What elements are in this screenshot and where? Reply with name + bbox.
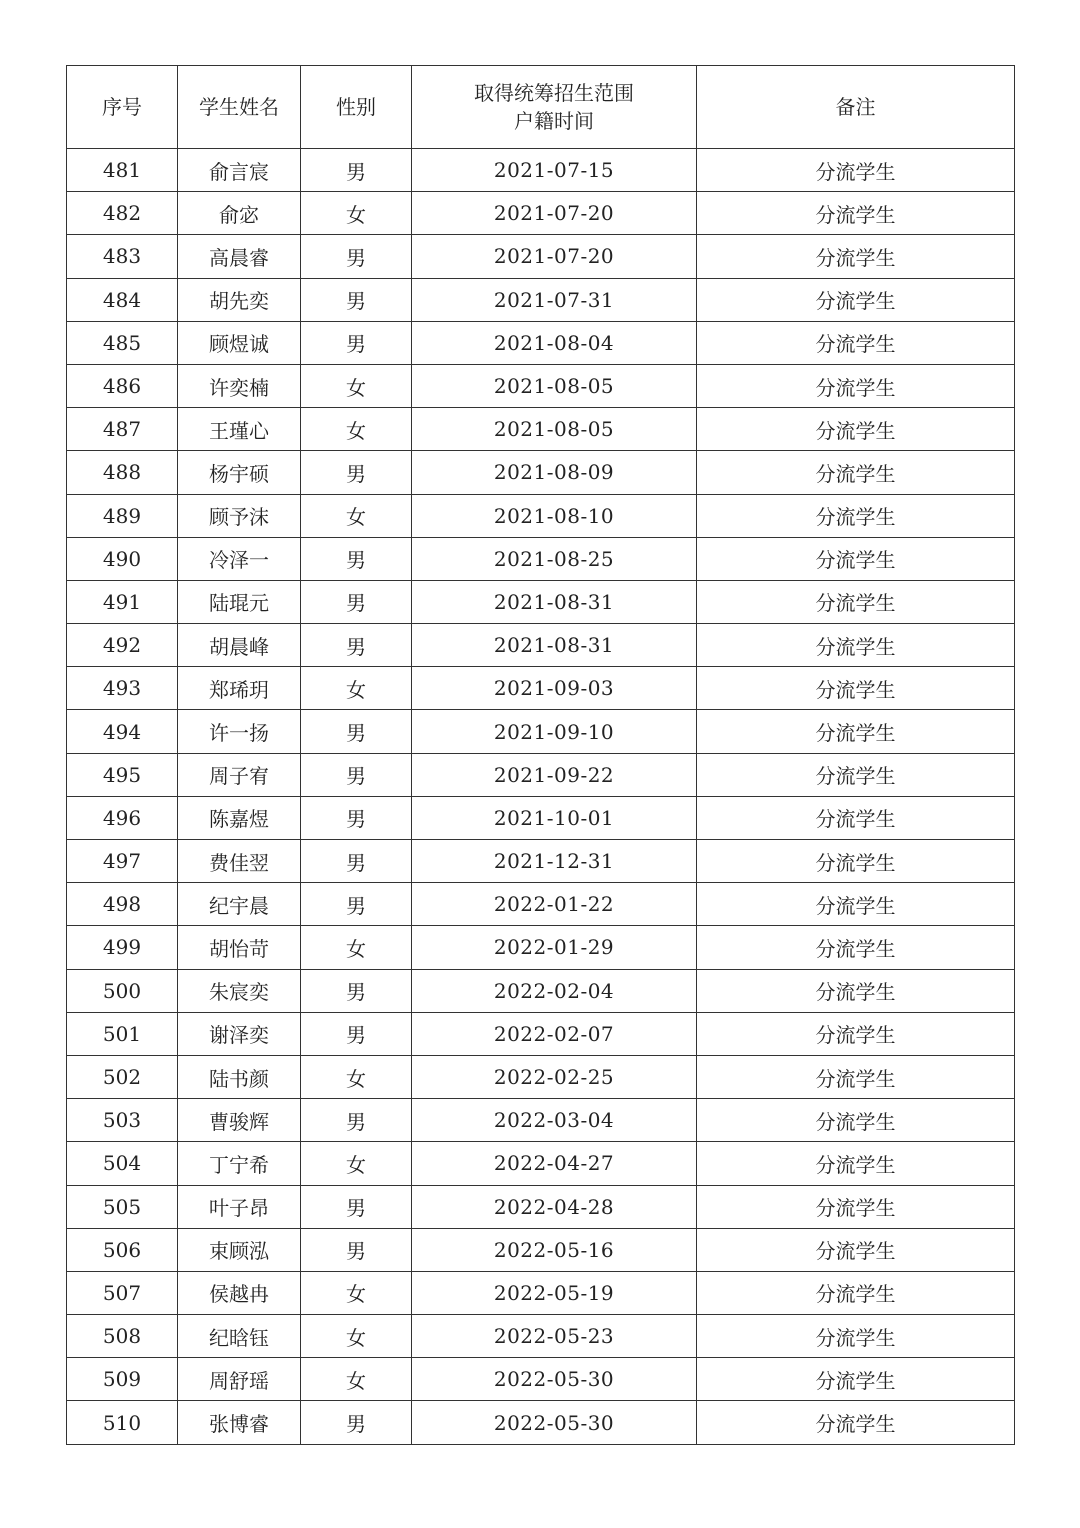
- cell-gender: 女: [301, 408, 412, 451]
- cell-seq: 483: [67, 235, 178, 278]
- header-date-line2: 户籍时间: [514, 109, 594, 133]
- cell-note: 分流学生: [697, 969, 1015, 1012]
- table-row: [67, 192, 1015, 235]
- cell-note: 分流学生: [697, 494, 1015, 537]
- cell-seq: 505: [67, 1185, 178, 1228]
- cell-gender: 男: [301, 537, 412, 580]
- cell-note: 分流学生: [697, 1055, 1015, 1098]
- cell-name: 顾煜诚: [178, 321, 301, 364]
- cell-name: 朱宸奕: [178, 969, 301, 1012]
- cell-seq: 502: [67, 1055, 178, 1098]
- table-row: [67, 235, 1015, 278]
- cell-date: 2022-05-19: [412, 1271, 697, 1314]
- cell-note: 分流学生: [697, 710, 1015, 753]
- cell-date: 2022-05-23: [412, 1315, 697, 1358]
- table-row: [67, 667, 1015, 710]
- cell-name: 丁宁希: [178, 1142, 301, 1185]
- table-row: [67, 1142, 1015, 1185]
- cell-seq: 491: [67, 580, 178, 623]
- table-row: [67, 494, 1015, 537]
- cell-gender: 男: [301, 149, 412, 192]
- cell-seq: 482: [67, 192, 178, 235]
- cell-date: 2021-09-03: [412, 667, 697, 710]
- cell-date: 2021-08-09: [412, 451, 697, 494]
- cell-name: 陈嘉煜: [178, 796, 301, 839]
- cell-note: 分流学生: [697, 667, 1015, 710]
- cell-gender: 男: [301, 710, 412, 753]
- cell-gender: 女: [301, 1358, 412, 1401]
- cell-name: 侯越冉: [178, 1271, 301, 1314]
- table-row: [67, 451, 1015, 494]
- table-row: [67, 278, 1015, 321]
- cell-gender: 男: [301, 840, 412, 883]
- header-gender: 性别: [301, 66, 412, 149]
- table-row: [67, 364, 1015, 407]
- cell-seq: 488: [67, 451, 178, 494]
- table-row: [67, 1228, 1015, 1271]
- cell-seq: 501: [67, 1012, 178, 1055]
- cell-date: 2022-01-29: [412, 926, 697, 969]
- cell-date: 2021-07-20: [412, 235, 697, 278]
- cell-date: 2021-08-04: [412, 321, 697, 364]
- cell-gender: 女: [301, 1055, 412, 1098]
- table-row: [67, 1185, 1015, 1228]
- cell-name: 张博睿: [178, 1401, 301, 1444]
- cell-note: 分流学生: [697, 192, 1015, 235]
- cell-seq: 492: [67, 624, 178, 667]
- cell-note: 分流学生: [697, 926, 1015, 969]
- cell-gender: 女: [301, 926, 412, 969]
- cell-note: 分流学生: [697, 1012, 1015, 1055]
- cell-date: 2021-07-20: [412, 192, 697, 235]
- cell-note: 分流学生: [697, 1142, 1015, 1185]
- cell-date: 2021-08-05: [412, 364, 697, 407]
- cell-name: 郑琋玥: [178, 667, 301, 710]
- cell-name: 周舒瑶: [178, 1358, 301, 1401]
- table-row: [67, 1401, 1015, 1444]
- cell-name: 杨宇硕: [178, 451, 301, 494]
- cell-name: 高晨睿: [178, 235, 301, 278]
- cell-seq: 500: [67, 969, 178, 1012]
- cell-name: 顾予沫: [178, 494, 301, 537]
- cell-name: 陆琨元: [178, 580, 301, 623]
- cell-name: 纪晗钰: [178, 1315, 301, 1358]
- cell-date: 2022-02-25: [412, 1055, 697, 1098]
- cell-gender: 男: [301, 235, 412, 278]
- header-date-line1: 取得统筹招生范围: [474, 81, 634, 105]
- table-row: [67, 1358, 1015, 1401]
- table-row: [67, 624, 1015, 667]
- cell-name: 许一扬: [178, 710, 301, 753]
- cell-name: 胡先奕: [178, 278, 301, 321]
- cell-gender: 男: [301, 796, 412, 839]
- cell-seq: 509: [67, 1358, 178, 1401]
- cell-note: 分流学生: [697, 1358, 1015, 1401]
- header-seq: 序号: [67, 66, 178, 149]
- table-row: [67, 1055, 1015, 1098]
- header-note: 备注: [697, 66, 1015, 149]
- cell-gender: 女: [301, 192, 412, 235]
- cell-seq: 481: [67, 149, 178, 192]
- cell-seq: 485: [67, 321, 178, 364]
- cell-gender: 男: [301, 1185, 412, 1228]
- table-row: [67, 753, 1015, 796]
- cell-date: 2021-08-31: [412, 624, 697, 667]
- cell-note: 分流学生: [697, 1401, 1015, 1444]
- cell-gender: 男: [301, 1228, 412, 1271]
- cell-name: 俞言宸: [178, 149, 301, 192]
- cell-name: 胡怡苛: [178, 926, 301, 969]
- cell-name: 胡晨峰: [178, 624, 301, 667]
- cell-name: 束顾泓: [178, 1228, 301, 1271]
- cell-name: 周子宥: [178, 753, 301, 796]
- cell-note: 分流学生: [697, 235, 1015, 278]
- cell-date: 2022-05-16: [412, 1228, 697, 1271]
- cell-date: 2021-09-10: [412, 710, 697, 753]
- cell-gender: 女: [301, 494, 412, 537]
- cell-seq: 499: [67, 926, 178, 969]
- cell-date: 2021-10-01: [412, 796, 697, 839]
- cell-date: 2021-07-15: [412, 149, 697, 192]
- cell-seq: 486: [67, 364, 178, 407]
- cell-seq: 484: [67, 278, 178, 321]
- header-date: [412, 66, 697, 149]
- cell-name: 纪宇晨: [178, 883, 301, 926]
- cell-seq: 510: [67, 1401, 178, 1444]
- cell-note: 分流学生: [697, 149, 1015, 192]
- cell-date: 2022-04-27: [412, 1142, 697, 1185]
- cell-note: 分流学生: [697, 537, 1015, 580]
- header-name: 学生姓名: [178, 66, 301, 149]
- cell-seq: 508: [67, 1315, 178, 1358]
- cell-name: 谢泽奕: [178, 1012, 301, 1055]
- cell-gender: 男: [301, 753, 412, 796]
- cell-seq: 506: [67, 1228, 178, 1271]
- cell-note: 分流学生: [697, 580, 1015, 623]
- cell-seq: 504: [67, 1142, 178, 1185]
- table-row: [67, 1271, 1015, 1314]
- cell-seq: 497: [67, 840, 178, 883]
- cell-gender: 男: [301, 321, 412, 364]
- cell-seq: 503: [67, 1099, 178, 1142]
- cell-gender: 男: [301, 1099, 412, 1142]
- cell-seq: 507: [67, 1271, 178, 1314]
- cell-gender: 男: [301, 1401, 412, 1444]
- cell-gender: 男: [301, 451, 412, 494]
- cell-seq: 496: [67, 796, 178, 839]
- header-row: [67, 66, 1015, 149]
- cell-date: 2021-08-05: [412, 408, 697, 451]
- cell-date: 2021-08-10: [412, 494, 697, 537]
- cell-note: 分流学生: [697, 796, 1015, 839]
- table-row: [67, 321, 1015, 364]
- cell-date: 2021-08-31: [412, 580, 697, 623]
- cell-gender: 男: [301, 1012, 412, 1055]
- cell-date: 2022-05-30: [412, 1401, 697, 1444]
- table-row: [67, 926, 1015, 969]
- cell-date: 2022-02-04: [412, 969, 697, 1012]
- cell-gender: 女: [301, 667, 412, 710]
- cell-name: 费佳翌: [178, 840, 301, 883]
- table-row: [67, 149, 1015, 192]
- cell-note: 分流学生: [697, 321, 1015, 364]
- cell-date: 2021-07-31: [412, 278, 697, 321]
- cell-note: 分流学生: [697, 364, 1015, 407]
- cell-date: 2022-02-07: [412, 1012, 697, 1055]
- cell-gender: 女: [301, 1315, 412, 1358]
- cell-name: 许奕楠: [178, 364, 301, 407]
- cell-name: 叶子昂: [178, 1185, 301, 1228]
- cell-seq: 494: [67, 710, 178, 753]
- table-row: [67, 969, 1015, 1012]
- table-row: [67, 883, 1015, 926]
- table-row: [67, 408, 1015, 451]
- table-row: [67, 1315, 1015, 1358]
- cell-note: 分流学生: [697, 624, 1015, 667]
- cell-note: 分流学生: [697, 408, 1015, 451]
- cell-gender: 男: [301, 580, 412, 623]
- cell-gender: 男: [301, 624, 412, 667]
- cell-seq: 487: [67, 408, 178, 451]
- table-row: [67, 710, 1015, 753]
- cell-date: 2021-09-22: [412, 753, 697, 796]
- cell-seq: 495: [67, 753, 178, 796]
- table-body: [67, 149, 1015, 1445]
- cell-note: 分流学生: [697, 1315, 1015, 1358]
- table-row: [67, 580, 1015, 623]
- cell-note: 分流学生: [697, 840, 1015, 883]
- cell-note: 分流学生: [697, 451, 1015, 494]
- table-row: [67, 796, 1015, 839]
- table-row: [67, 1012, 1015, 1055]
- table-row: [67, 840, 1015, 883]
- cell-gender: 女: [301, 1142, 412, 1185]
- cell-gender: 女: [301, 364, 412, 407]
- cell-note: 分流学生: [697, 1099, 1015, 1142]
- table-row: [67, 1099, 1015, 1142]
- table-header: [67, 66, 1015, 149]
- cell-name: 王瑾心: [178, 408, 301, 451]
- cell-name: 冷泽一: [178, 537, 301, 580]
- cell-note: 分流学生: [697, 1185, 1015, 1228]
- cell-date: 2022-03-04: [412, 1099, 697, 1142]
- cell-name: 俞宓: [178, 192, 301, 235]
- cell-date: 2022-01-22: [412, 883, 697, 926]
- cell-date: 2021-08-25: [412, 537, 697, 580]
- cell-note: 分流学生: [697, 278, 1015, 321]
- cell-note: 分流学生: [697, 1271, 1015, 1314]
- cell-seq: 489: [67, 494, 178, 537]
- cell-gender: 男: [301, 278, 412, 321]
- cell-seq: 490: [67, 537, 178, 580]
- cell-note: 分流学生: [697, 753, 1015, 796]
- cell-name: 曹骏辉: [178, 1099, 301, 1142]
- cell-seq: 493: [67, 667, 178, 710]
- cell-note: 分流学生: [697, 883, 1015, 926]
- cell-date: 2022-05-30: [412, 1358, 697, 1401]
- cell-gender: 男: [301, 969, 412, 1012]
- cell-gender: 男: [301, 883, 412, 926]
- cell-name: 陆书颜: [178, 1055, 301, 1098]
- cell-date: 2021-12-31: [412, 840, 697, 883]
- table-row: [67, 537, 1015, 580]
- cell-note: 分流学生: [697, 1228, 1015, 1271]
- student-table: [66, 65, 1015, 1445]
- cell-gender: 女: [301, 1271, 412, 1314]
- cell-seq: 498: [67, 883, 178, 926]
- cell-date: 2022-04-28: [412, 1185, 697, 1228]
